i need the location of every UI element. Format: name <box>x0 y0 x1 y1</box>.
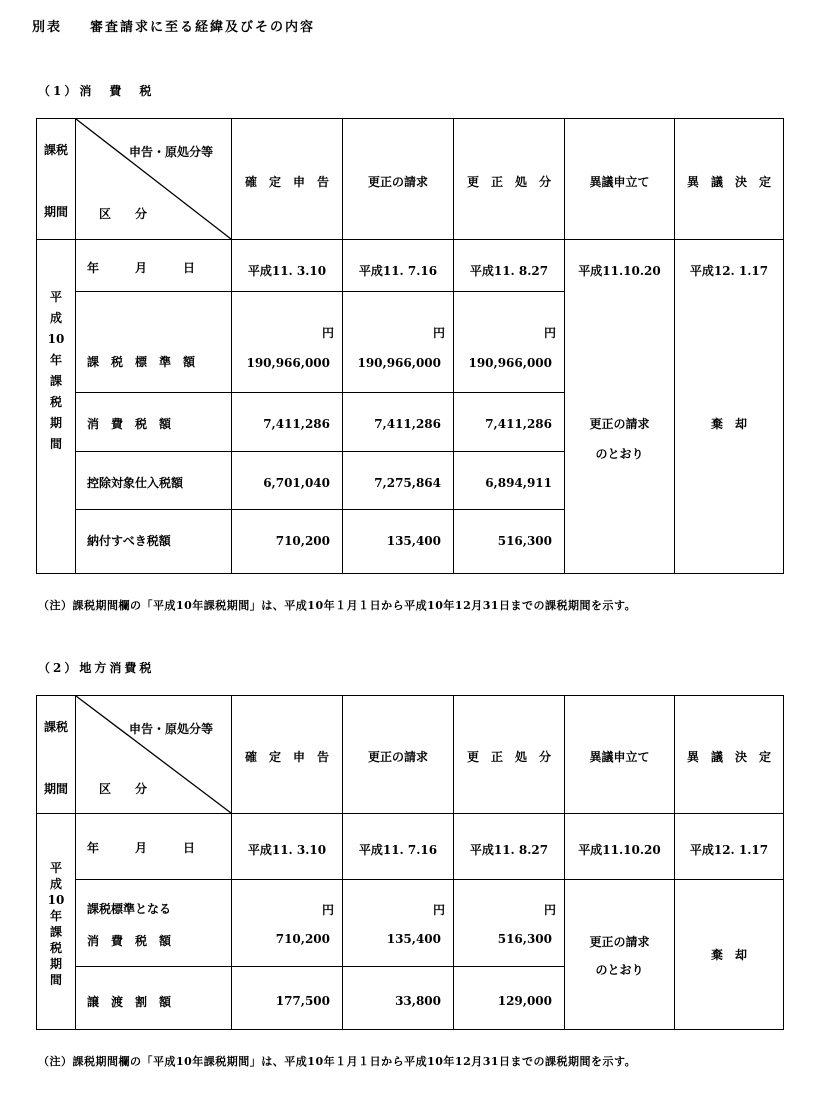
period-vertical-label: 平 成 10 年 課 税 期 間 <box>47 290 65 451</box>
value-cell: 190,966,000 <box>246 356 330 370</box>
table2-footnote: （注）課税期間欄の「平成10年課税期間」は、平成10年１月１日から平成10年12月31日までの課税期間を示す。 <box>38 1055 637 1068</box>
row-label-tax-base-line1: 課税標準となる <box>87 902 172 916</box>
yen-unit: 円 <box>322 326 335 340</box>
yen-unit: 円 <box>544 903 557 917</box>
col-header-final-return: 確 定 申 告 <box>244 750 329 764</box>
col-header-objection-decision: 異 議 決 定 <box>686 175 771 189</box>
col-header-correction-request: 更正の請求 <box>367 175 428 189</box>
value-cell: 190,966,000 <box>468 356 552 370</box>
col-header-objection: 異議申立て <box>589 175 650 189</box>
value-cell: 190,966,000 <box>357 356 441 370</box>
period-header-top: 課税 <box>43 720 68 734</box>
local-consumption-tax-table <box>36 695 784 1030</box>
row-label-consumption-tax: 消 費 税 額 <box>87 417 172 431</box>
col-header-correction-request: 更正の請求 <box>367 750 428 764</box>
date-final-return: 平成11. 3.10 <box>247 843 327 857</box>
value-cell: 516,300 <box>497 932 552 946</box>
objection-decision-result: 棄 却 <box>710 417 747 431</box>
date-correction-disposition: 平成11. 8.27 <box>469 843 549 857</box>
table1-footnote: （注）課税期間欄の「平成10年課税期間」は、平成10年１月１日から平成10年12月31日までの課税期間を示す。 <box>38 599 637 612</box>
value-cell: 710,200 <box>275 534 330 548</box>
date-objection-decision: 平成12. 1.17 <box>689 843 769 857</box>
yen-unit: 円 <box>433 903 446 917</box>
date-correction-disposition: 平成11. 8.27 <box>469 264 549 278</box>
objection-result-line1: 更正の請求 <box>589 935 650 949</box>
objection-result-line2: のとおり <box>595 963 644 977</box>
date-correction-request: 平成11. 7.16 <box>358 843 438 857</box>
diag-header-top: 申告・原処分等 <box>129 722 214 736</box>
col-header-objection: 異議申立て <box>589 750 650 764</box>
value-cell: 135,400 <box>386 534 441 548</box>
value-cell: 7,411,286 <box>263 417 330 431</box>
objection-result-line1: 更正の請求 <box>589 417 650 431</box>
diag-header-bottom: 区 分 <box>99 207 148 221</box>
date-objection: 平成11.10.20 <box>578 264 661 278</box>
value-cell: 7,275,864 <box>374 476 441 490</box>
date-objection: 平成11.10.20 <box>578 843 661 857</box>
objection-result-line2: のとおり <box>595 447 644 461</box>
value-cell: 7,411,286 <box>485 417 552 431</box>
heading-text: 審査請求に至る経緯及びその内容 <box>90 20 316 35</box>
value-cell: 129,000 <box>497 994 552 1008</box>
value-cell: 177,500 <box>275 994 330 1008</box>
yen-unit: 円 <box>322 903 335 917</box>
yen-unit: 円 <box>433 326 446 340</box>
diag-header-bottom: 区 分 <box>99 782 148 796</box>
value-cell: 6,701,040 <box>263 476 330 490</box>
consumption-tax-table <box>36 118 784 574</box>
row-label-tax-payable: 納付すべき税額 <box>87 534 171 548</box>
period-header-bottom: 期間 <box>43 782 68 796</box>
date-row-label: 年 月 日 <box>87 841 196 855</box>
row-label-tax-base: 課 税 標 準 額 <box>87 355 196 369</box>
value-cell: 516,300 <box>497 534 552 548</box>
yen-unit: 円 <box>544 326 557 340</box>
value-cell: 7,411,286 <box>374 417 441 431</box>
date-objection-decision: 平成12. 1.17 <box>689 264 769 278</box>
page-heading <box>32 16 315 35</box>
row-label-tax-base-line2: 消 費 税 額 <box>87 934 172 948</box>
section-title-consumption-tax: （1）消 費 税 <box>38 84 155 98</box>
row-label-deductible-purchase-tax: 控除対象仕入税額 <box>87 476 184 490</box>
col-header-correction-disposition: 更 正 処 分 <box>466 175 551 189</box>
row-label-transfer-share: 譲 渡 割 額 <box>87 995 172 1009</box>
heading-prefix: 別表 <box>32 20 63 35</box>
period-header-bottom: 期間 <box>43 205 68 219</box>
date-correction-request: 平成11. 7.16 <box>358 264 438 278</box>
period-header-top: 課税 <box>43 143 68 157</box>
value-cell: 135,400 <box>386 932 441 946</box>
value-cell: 33,800 <box>395 994 441 1008</box>
objection-decision-result: 棄 却 <box>710 948 747 962</box>
diag-header-top: 申告・原処分等 <box>129 145 214 159</box>
date-row-label: 年 月 日 <box>87 261 196 275</box>
value-cell: 710,200 <box>275 932 330 946</box>
header-diagonal-line <box>37 696 783 1029</box>
col-header-objection-decision: 異 議 決 定 <box>686 750 771 764</box>
section-title-local-consumption-tax: （2）地方消費税 <box>38 661 155 675</box>
date-final-return: 平成11. 3.10 <box>247 264 327 278</box>
value-cell: 6,894,911 <box>485 476 552 490</box>
col-header-final-return: 確 定 申 告 <box>244 175 329 189</box>
period-vertical-label: 平 成 10 年 課 税 期 間 <box>47 861 65 987</box>
col-header-correction-disposition: 更 正 処 分 <box>466 750 551 764</box>
